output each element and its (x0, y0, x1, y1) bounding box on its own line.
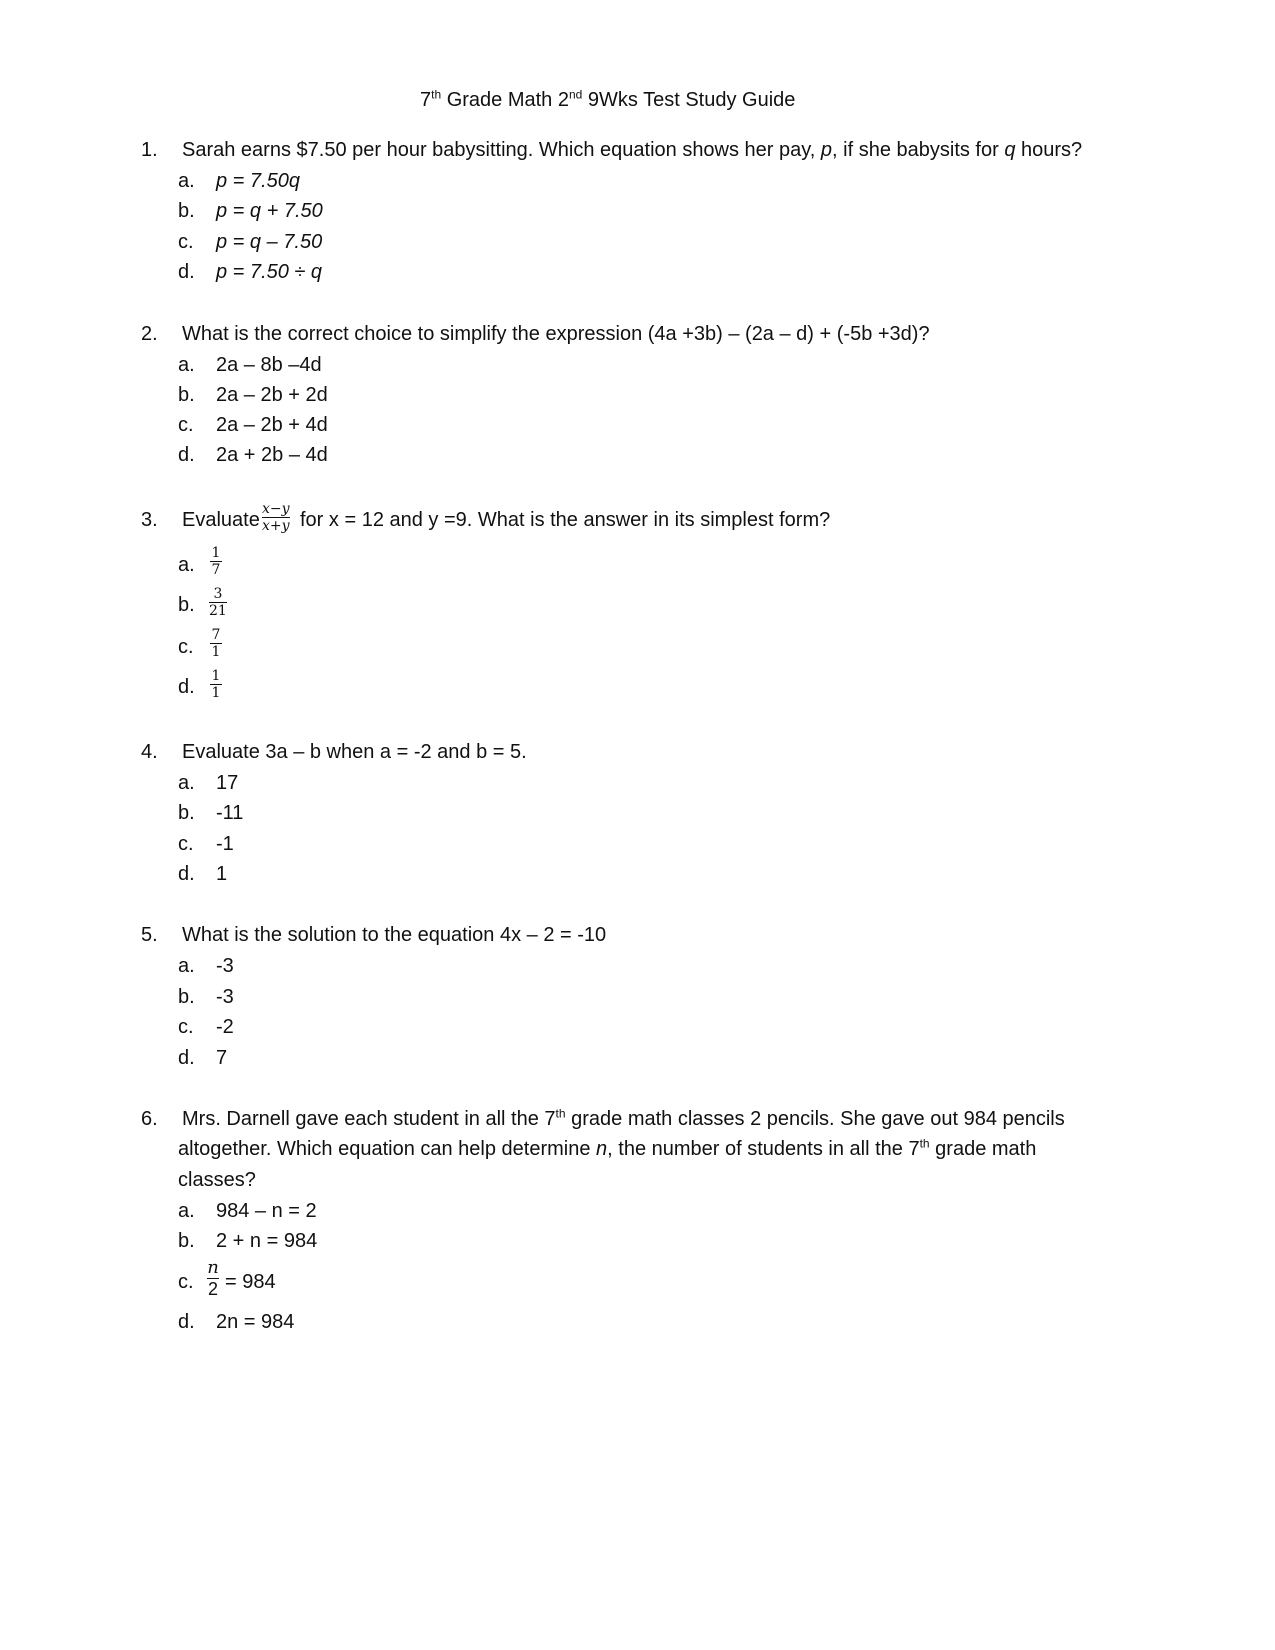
option-label: a. (178, 955, 195, 977)
question-6-line-1: Mrs. Darnell gave each student in all the 7th grade math classes 2 pencils. She gave out 984 pencils (182, 1106, 1065, 1130)
option-text: -1 (216, 833, 234, 855)
option-label: b. (178, 594, 195, 616)
option-text: 17 (216, 772, 239, 794)
option-text: 7 (216, 1047, 228, 1069)
question-number: 1. (141, 139, 158, 161)
question-5-text: What is the solution to the equation 4x – 2 = -10 (182, 924, 607, 946)
option-text: 2a – 8b –4d (216, 354, 322, 376)
option-text: 2 + n = 984 (216, 1230, 318, 1252)
fraction-denominator: x+y (262, 518, 290, 534)
page-title: 7th Grade Math 2nd 9Wks Test Study Guide (420, 87, 796, 111)
option-label: b. (178, 802, 195, 824)
question-number: 3. (141, 509, 158, 531)
option-text: p = q – 7.50 (216, 231, 323, 253)
option-label: d. (178, 444, 195, 466)
option-text: p = 7.50 ÷ q (216, 261, 323, 283)
option-label: c. (178, 636, 194, 658)
option-text: 2n = 984 (216, 1311, 295, 1333)
question-6-line-3: classes? (178, 1169, 256, 1191)
fraction-numerator: x−y (262, 501, 290, 517)
option-text: -3 (216, 986, 234, 1008)
option-fraction: $\frac{1}{7}$ (211, 545, 221, 578)
option-label: a. (178, 1200, 195, 1222)
option-text: 1 (216, 863, 228, 885)
option-label: b. (178, 200, 195, 222)
option-label: d. (178, 863, 195, 885)
option-fraction: $\frac{3}{21}$ (209, 586, 227, 619)
question-4-text: Evaluate 3a – b when a = -2 and b = 5. (182, 741, 527, 763)
question-2-text: What is the correct choice to simplify the expression (4a +3b) – (2a – d) + (-5b +3d)? (182, 323, 930, 345)
option-text: 2a – 2b + 2d (216, 384, 328, 406)
question-number: 5. (141, 924, 158, 946)
question-1-text: Sarah earns $7.50 per hour babysitting. Which equation shows her pay, p, if she babysits for q hours? (182, 139, 1083, 161)
option-label: d. (178, 1047, 195, 1069)
option-label: c. (178, 833, 194, 855)
option-label: c. (178, 414, 194, 436)
question-6-line-2: altogether. Which equation can help determine n, the number of students in all the 7th grade math (178, 1136, 1037, 1160)
option-text: 2a + 2b – 4d (216, 444, 328, 466)
option-text: 984 – n = 2 (216, 1200, 317, 1222)
option-fraction: $\frac{n}{2}$ (207, 1257, 219, 1299)
option-label: c. (178, 1271, 194, 1293)
option-text: -2 (216, 1016, 234, 1038)
question-3-text-b: for x = 12 and y =9. What is the answer in its simplest form? (300, 509, 831, 531)
question-number: 2. (141, 323, 158, 345)
option-label: c. (178, 1016, 194, 1038)
option-text: 2a – 2b + 4d (216, 414, 328, 436)
option-text: p = 7.50q (216, 170, 300, 192)
question-3-text-a: Evaluate (182, 509, 260, 531)
option-text: = 984 (225, 1271, 276, 1293)
option-fraction: $\frac{1}{1}$ (211, 668, 221, 701)
option-label: b. (178, 986, 195, 1008)
option-label: b. (178, 384, 195, 406)
question-number: 6. (141, 1108, 158, 1130)
option-fraction: $\frac{7}{1}$ (211, 627, 221, 660)
option-label: a. (178, 554, 195, 576)
question-3-fraction (262, 501, 290, 534)
option-label: d. (178, 261, 195, 283)
option-label: d. (178, 676, 195, 698)
option-label: a. (178, 170, 195, 192)
question-number: 4. (141, 741, 158, 763)
option-text: p = q + 7.50 (216, 200, 323, 222)
option-text: -3 (216, 955, 234, 977)
option-label: a. (178, 354, 195, 376)
option-label: b. (178, 1230, 195, 1252)
option-text: -11 (216, 802, 244, 824)
option-label: a. (178, 772, 195, 794)
option-label: d. (178, 1311, 195, 1333)
option-label: c. (178, 231, 194, 253)
